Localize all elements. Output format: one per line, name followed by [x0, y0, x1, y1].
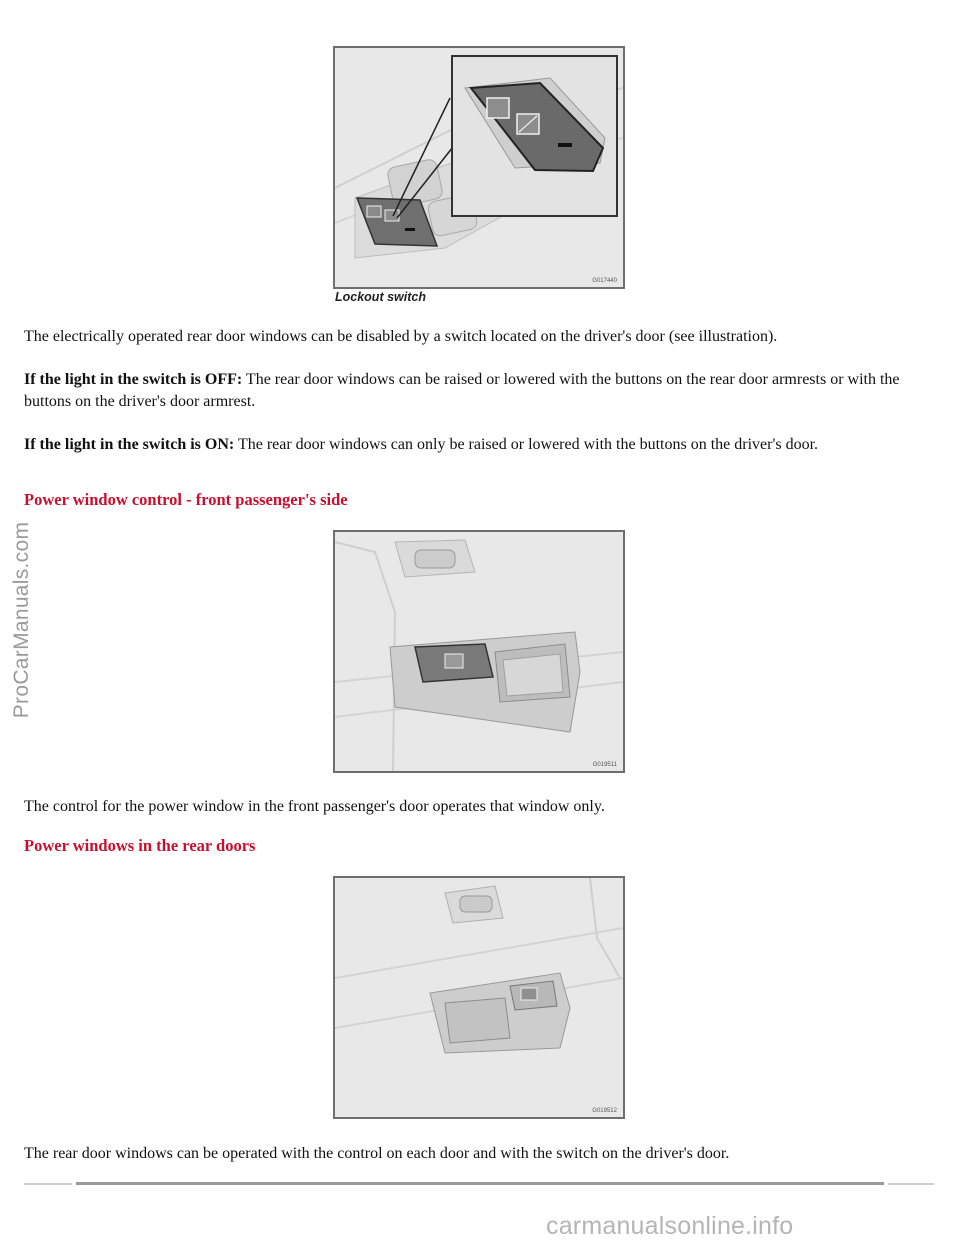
footer-divider-left — [24, 1183, 72, 1185]
rear-doors-paragraph: The rear door windows can be operated with the control on each door and with the switch on the driver's door. — [24, 1145, 730, 1162]
front-passenger-control-illustration — [333, 530, 625, 773]
figure-code-lockout: G017440 — [592, 278, 617, 284]
on-paragraph — [24, 434, 940, 456]
on-label: If the light in the switch is ON: — [24, 436, 235, 453]
off-paragraph — [24, 369, 940, 413]
side-watermark: ProCarManuals.com — [10, 521, 33, 719]
figure-code-rear-doors: G019512 — [592, 1108, 617, 1114]
on-text: The rear door windows can only be raised or lowered with the buttons on the driver's door. — [234, 436, 819, 453]
bottom-watermark: carmanualsonline.info — [546, 1212, 794, 1240]
off-text: The rear door windows can be raised or lowered with the buttons on the rear door armrests or with the buttons on the driver's door armrest. — [24, 371, 900, 410]
lockout-caption: Lockout switch — [335, 290, 426, 304]
footer-divider — [76, 1182, 884, 1185]
figure-code-front-passenger: G019511 — [592, 762, 617, 768]
intro-paragraph: The electrically operated rear door windows can be disabled by a switch located on the driver's door (see illustration). — [24, 328, 778, 345]
off-label: If the light in the switch is OFF: — [24, 371, 243, 388]
front-passenger-paragraph: The control for the power window in the front passenger's door operates that window only. — [24, 798, 605, 815]
heading-rear-doors: Power windows in the rear doors — [24, 836, 256, 855]
rear-door-control-illustration — [333, 876, 625, 1119]
footer-divider-right — [888, 1183, 934, 1185]
heading-front-passenger: Power window control - front passenger's side — [24, 490, 348, 509]
lockout-switch-illustration — [333, 46, 625, 289]
